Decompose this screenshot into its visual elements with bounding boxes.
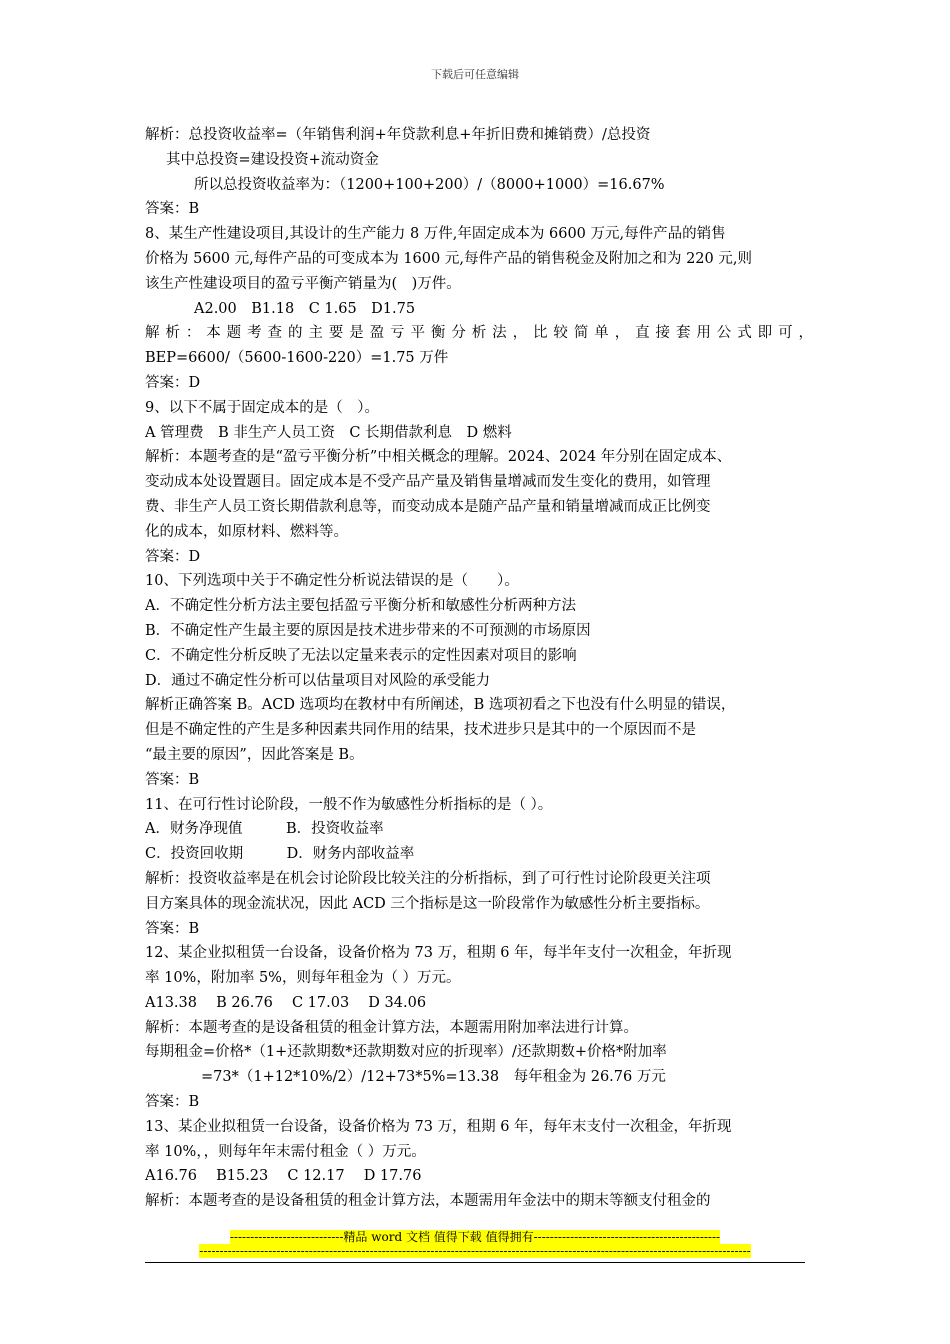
text-line: 13、某企业拟租赁一台设备，设备价格为 73 万，租期 6 年，每年末支付一次租金，年折现 bbox=[145, 1118, 732, 1135]
text-line: A．不确定性分析方法主要包括盈亏平衡分析和敏感性分析两种方法 bbox=[145, 598, 576, 615]
text-line: 答案：B bbox=[145, 1094, 200, 1111]
text-line: 所以总投资收益率为：（1200+100+200）/（8000+1000）=16.67% bbox=[194, 176, 665, 193]
text-line: 解析：总投资收益率=（年销售利润+年贷款利息+年折旧费和摊销费）/总投资 bbox=[145, 127, 651, 143]
document-body bbox=[145, 123, 813, 1214]
text-line: 率 10%，附加率 5%，则每年租金为（ ）万元。 bbox=[145, 970, 461, 987]
footer-rule bbox=[145, 1262, 805, 1263]
text-line: 该生产性建设项目的盈亏平衡产销量为( )万件。 bbox=[145, 275, 461, 292]
text-line: 8、某生产性建设项目,其设计的生产能力 8 万件,年固定成本为 6600 万元,每件产品的销售 bbox=[145, 226, 726, 243]
text-line: A 管理费 B 非生产人员工资 C 长期借款利息 D 燃料 bbox=[145, 424, 512, 441]
text-line: =73*（1+12*10%/2）/12+73*5%=13.38 每年租金为 26.76 万元 bbox=[201, 1069, 666, 1086]
text-line: 解析正确答案 B。ACD 选项均在教材中有所阐述，B 选项初看之下也没有什么明显的错误， bbox=[145, 697, 736, 714]
text-line: 每期租金=价格*（1+还款期数*还款期数对应的折现率）/还款期数+价格*附加率 bbox=[145, 1044, 667, 1061]
text-line: A．财务净现值 B．投资收益率 bbox=[145, 821, 384, 838]
page-header: 下载后可任意编辑 bbox=[431, 68, 519, 81]
text-line: 率 10%，，则每年年末需付租金（ ）万元。 bbox=[145, 1143, 426, 1160]
text-line: 9、以下不属于固定成本的是（ ）。 bbox=[145, 399, 379, 416]
text-line: 目方案具体的现金流状况，因此 ACD 三个指标是这一阶段常作为敏感性分析主要指标。 bbox=[145, 895, 710, 912]
text-line: A2.00 B1.18 C 1.65 D1.75 bbox=[194, 300, 416, 317]
text-line: 费、非生产人员工资长期借款利息等，而变动成本是随产品产量和销量增减而成正比例变 bbox=[145, 498, 711, 515]
text-line: 答案：B bbox=[145, 920, 200, 937]
text-line: A13.38 B 26.76 C 17.03 D 34.06 bbox=[145, 994, 427, 1011]
text-line: 12、某企业拟租赁一台设备，设备价格为 73 万，租期 6 年，每半年支付一次租金，年折现 bbox=[145, 945, 732, 962]
text-line: 解析：本题考查的是设备租赁的租金计算方法，本题需用附加率法进行计算。 bbox=[145, 1019, 638, 1036]
text-line: “最主要的原因”，因此答案是 B。 bbox=[145, 746, 364, 763]
text-line: 其中总投资=建设投资+流动资金 bbox=[166, 151, 379, 168]
text-line: 答案：B bbox=[145, 201, 200, 218]
footer-banner bbox=[0, 1228, 950, 1245]
text-line: C．不确定性分析反映了无法以定量来表示的定性因素对项目的影响 bbox=[145, 647, 577, 664]
text-line: C．投资回收期 D．财务内部收益率 bbox=[145, 846, 415, 863]
text-line: 化的成本，如原材料、燃料等。 bbox=[145, 523, 348, 540]
text-line: B．不确定性产生最主要的原因是技术进步带来的不可预测的市场原因 bbox=[145, 622, 591, 639]
footer-dashes-text: ---------------------------------------------------------------------------------------------------------------------------------------- bbox=[199, 1244, 751, 1258]
text-line: A16.76 B15.23 C 12.17 D 17.76 bbox=[145, 1168, 422, 1185]
text-line: 11、在可行性讨论阶段，一般不作为敏感性分析指标的是（ ）。 bbox=[145, 796, 553, 813]
text-line: 解析：本题考查的是设备租赁的租金计算方法，本题需用年金法中的期末等额支付租金的 bbox=[145, 1193, 711, 1210]
text-line: D．通过不确定性分析可以估量项目对风险的承受能力 bbox=[145, 672, 491, 689]
text-line: 变动成本处设置题目。固定成本是不受产品产量及销售量增减而发生变化的费用，如管理 bbox=[145, 474, 711, 491]
text-line: BEP=6600/（5600-1600-220）=1.75 万件 bbox=[145, 350, 449, 367]
text-line: 10、下列选项中关于不确定性分析说法错误的是（ ）。 bbox=[145, 573, 519, 590]
footer-dashes bbox=[0, 1244, 950, 1258]
text-line: 解析：本题考查的是“盈亏平衡分析”中相关概念的理解。2024、2024 年分别在固定成本、 bbox=[145, 449, 732, 466]
text-line: 解析：投资收益率是在机会讨论阶段比较关注的分析指标，到了可行性讨论阶段更关注项 bbox=[145, 870, 711, 887]
text-line: 答案：B bbox=[145, 771, 200, 788]
text-line: 价格为 5600 元,每件产品的可变成本为 1600 元,每件产品的销售税金及附加之和为 220 元,则 bbox=[145, 250, 752, 267]
footer-banner-text: ----------------------------精品 word 文档 值得下载 值得拥有---------------------------------------------- bbox=[229, 1230, 721, 1244]
text-line: 答案：D bbox=[145, 548, 201, 565]
text-line: 但是不确定性的产生是多种因素共同作用的结果，技术进步只是其中的一个原因而不是 bbox=[145, 722, 696, 739]
text-line: 答案：D bbox=[145, 374, 201, 391]
text-line: 解析：本题考查的主要是盈亏平衡分析法，比较简单，直接套用公式即可， bbox=[145, 325, 813, 342]
